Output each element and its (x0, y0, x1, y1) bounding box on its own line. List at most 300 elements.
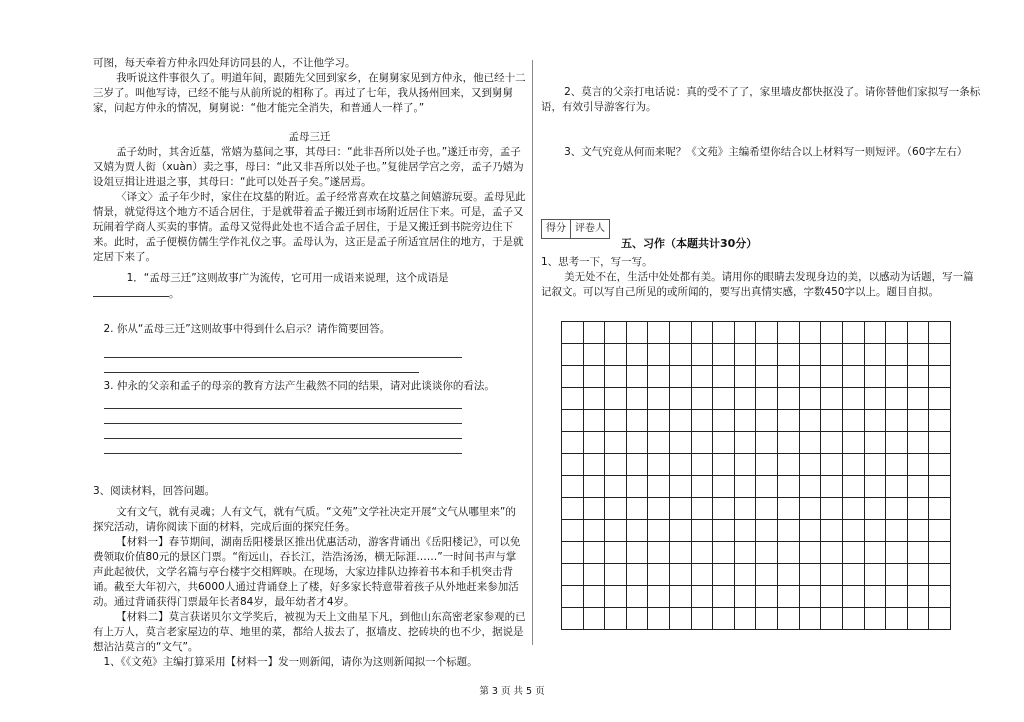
grid-cell[interactable] (670, 454, 692, 475)
grid-cell[interactable] (584, 520, 606, 541)
grid-cell[interactable] (670, 586, 692, 607)
grid-cell[interactable] (735, 608, 757, 629)
answer-blank[interactable] (93, 286, 169, 297)
grid-cell[interactable] (778, 608, 800, 629)
grid-cell[interactable] (886, 608, 908, 629)
grid-cell[interactable] (735, 432, 757, 453)
grid-cell[interactable] (908, 498, 930, 519)
grid-cell[interactable] (670, 432, 692, 453)
grid-cell[interactable] (584, 388, 606, 409)
grid-cell[interactable] (648, 432, 670, 453)
grid-cell[interactable] (605, 608, 627, 629)
grid-cell[interactable] (778, 564, 800, 585)
grid-cell[interactable] (627, 344, 649, 365)
grid-cell[interactable] (821, 410, 843, 431)
grid-cell[interactable] (735, 410, 757, 431)
grid-cell[interactable] (865, 344, 887, 365)
grid-cell[interactable] (908, 366, 930, 387)
grid-cell[interactable] (886, 454, 908, 475)
grid-cell[interactable] (562, 608, 584, 629)
grid-cell[interactable] (735, 542, 757, 563)
grid-cell[interactable] (562, 388, 584, 409)
column-divider (532, 60, 533, 645)
grid-cell[interactable] (800, 608, 822, 629)
grid-cell[interactable] (843, 520, 865, 541)
grid-cell[interactable] (908, 520, 930, 541)
question-headline: 1、《《文苑》主编打算采用【材料一】发一则新闻，请你为这则新闻拟一个标题。 (103, 656, 478, 668)
grid-cell[interactable] (627, 476, 649, 497)
grid-cell[interactable] (843, 454, 865, 475)
grid-cell[interactable] (908, 476, 930, 497)
grid-cell[interactable] (756, 498, 778, 519)
grid-cell[interactable] (584, 564, 606, 585)
grid-cell[interactable] (865, 564, 887, 585)
grid-cell[interactable] (843, 476, 865, 497)
grid-cell[interactable] (843, 564, 865, 585)
grid-cell[interactable] (929, 322, 950, 343)
grid-row (562, 410, 950, 432)
grid-row (562, 454, 950, 475)
grid-cell[interactable] (584, 476, 606, 497)
grid-cell[interactable] (648, 608, 670, 629)
grid-cell[interactable] (886, 564, 908, 585)
grid-cell[interactable] (605, 366, 627, 387)
grid-cell[interactable] (735, 476, 757, 497)
grid-cell[interactable] (692, 476, 714, 497)
grid-cell[interactable] (908, 322, 930, 343)
grid-cell[interactable] (605, 542, 627, 563)
writing-grid-upper[interactable] (561, 321, 951, 476)
grid-cell[interactable] (929, 410, 950, 431)
score-label: 得分 (542, 220, 571, 238)
passage-original: 孟子幼时，其舍近墓，常嬉为墓间之事，其母曰：“此非吾所以处子也。”遂迁市旁，孟子又嬉为贾人衒（xuàn）卖之事，母曰：“此又非吾所以处子也。”复徙居学宫之旁，孟子乃嬉为设俎豆揖让进退之事，其母曰：“此可以处吾子矣。”遂居焉。 (93, 146, 524, 188)
grid-cell[interactable] (605, 586, 627, 607)
grid-cell[interactable] (670, 542, 692, 563)
grid-cell[interactable] (865, 586, 887, 607)
grid-cell[interactable] (584, 432, 606, 453)
grid-cell[interactable] (584, 586, 606, 607)
grid-cell[interactable] (929, 542, 950, 563)
grid-cell[interactable] (756, 564, 778, 585)
grid-cell[interactable] (821, 564, 843, 585)
grid-cell[interactable] (843, 432, 865, 453)
grid-cell[interactable] (605, 410, 627, 431)
grid-cell[interactable] (648, 476, 670, 497)
grid-cell[interactable] (648, 564, 670, 585)
grid-cell[interactable] (908, 454, 930, 475)
grid-cell[interactable] (692, 520, 714, 541)
grid-cell[interactable] (908, 542, 930, 563)
grid-cell[interactable] (670, 498, 692, 519)
grid-cell[interactable] (886, 322, 908, 343)
grid-cell[interactable] (778, 520, 800, 541)
grid-cell[interactable] (713, 586, 735, 607)
grid-cell[interactable] (800, 542, 822, 563)
grid-cell[interactable] (843, 498, 865, 519)
grid-cell[interactable] (584, 344, 606, 365)
grid-cell[interactable] (713, 410, 735, 431)
grid-cell[interactable] (756, 410, 778, 431)
grid-cell[interactable] (800, 454, 822, 475)
grid-cell[interactable] (670, 366, 692, 387)
grid-cell[interactable] (821, 454, 843, 475)
grid-cell[interactable] (821, 388, 843, 409)
answer-lines-q2 (93, 343, 526, 373)
grid-cell[interactable] (800, 432, 822, 453)
grid-cell[interactable] (670, 520, 692, 541)
grid-cell[interactable] (908, 410, 930, 431)
grid-cell[interactable] (735, 322, 757, 343)
grid-cell[interactable] (713, 454, 735, 475)
grid-cell[interactable] (605, 564, 627, 585)
grid-cell[interactable] (778, 432, 800, 453)
grid-cell[interactable] (865, 608, 887, 629)
grid-cell[interactable] (756, 366, 778, 387)
grid-cell[interactable] (605, 344, 627, 365)
section-reading-title: 3、阅读材料，回答问题。 (93, 485, 216, 497)
grid-cell[interactable] (735, 564, 757, 585)
grid-cell[interactable] (886, 520, 908, 541)
grid-cell[interactable] (800, 476, 822, 497)
grid-cell[interactable] (627, 608, 649, 629)
paragraph-material-two: 【材料二】莫言获诺贝尔文学奖后，被视为天上文曲星下凡，到他山东高密老家参观的已有上万人，莫言老家屋边的草、地里的菜，都给人拔去了，抠墙皮、挖砖块的也不少，据说是想沾沾莫言的“文气”。 (93, 611, 526, 653)
grid-cell[interactable] (627, 322, 649, 343)
grid-cell[interactable] (800, 564, 822, 585)
answer-line[interactable] (104, 394, 462, 409)
grid-cell[interactable] (648, 498, 670, 519)
grid-cell[interactable] (713, 432, 735, 453)
grid-cell[interactable] (756, 586, 778, 607)
passage-title: 孟母三迁 (288, 131, 331, 143)
grid-row (562, 586, 950, 608)
grid-cell[interactable] (778, 454, 800, 475)
grid-cell[interactable] (713, 498, 735, 519)
grid-cell[interactable] (908, 344, 930, 365)
writing-topic: 美无处不在，生活中处处都有美。请用你的眼睛去发现身边的美，以感动为话题，写一篇记叙文。可以写自己所见的或所闻的，要写出真情实感，字数450字以上。题目自拟。 (541, 271, 974, 298)
grid-cell[interactable] (821, 322, 843, 343)
grid-cell[interactable] (908, 388, 930, 409)
grid-cell[interactable] (756, 322, 778, 343)
grid-cell[interactable] (584, 608, 606, 629)
answer-line[interactable] (104, 358, 419, 373)
grid-cell[interactable] (713, 608, 735, 629)
answer-line[interactable] (104, 343, 462, 358)
answer-lines-q3 (93, 394, 526, 454)
grid-cell[interactable] (670, 410, 692, 431)
grid-cell[interactable] (800, 586, 822, 607)
grid-cell[interactable] (843, 410, 865, 431)
grid-row (562, 344, 950, 366)
grid-cell[interactable] (713, 366, 735, 387)
grid-cell[interactable] (821, 432, 843, 453)
grid-cell[interactable] (627, 564, 649, 585)
question-commentary: 3、文气究竟从何而来呢？《文苑》主编希望你结合以上材料写一则短评。（60字左右） (564, 146, 968, 158)
grid-cell[interactable] (692, 498, 714, 519)
grid-cell[interactable] (821, 498, 843, 519)
grid-cell[interactable] (605, 476, 627, 497)
grid-cell[interactable] (605, 322, 627, 343)
grid-cell[interactable] (778, 388, 800, 409)
grader-label: 评卷人 (575, 223, 605, 234)
grid-cell[interactable] (821, 586, 843, 607)
grid-cell[interactable] (800, 366, 822, 387)
grid-cell[interactable] (886, 410, 908, 431)
grid-cell[interactable] (648, 542, 670, 563)
grid-cell[interactable] (605, 388, 627, 409)
grid-cell[interactable] (865, 410, 887, 431)
grid-cell[interactable] (627, 454, 649, 475)
grid-cell[interactable] (584, 366, 606, 387)
grid-cell[interactable] (735, 366, 757, 387)
grid-cell[interactable] (713, 344, 735, 365)
question-inspiration: 2. 你从“孟母三迁”这则故事中得到什么启示？请作简要回答。 (103, 323, 391, 335)
question-slogan: 2、莫言的父亲打电话说：真的受不了了，家里墙皮都快抠没了。请你替他们家拟写一条标语，有效引导游客行为。 (541, 86, 981, 113)
grid-cell[interactable] (670, 388, 692, 409)
grid-cell[interactable] (886, 476, 908, 497)
grid-cell[interactable] (778, 366, 800, 387)
grid-cell[interactable] (584, 542, 606, 563)
grid-cell[interactable] (865, 520, 887, 541)
writing-instruction: 1、思考一下，写一写。 (541, 256, 653, 268)
grid-cell[interactable] (670, 608, 692, 629)
grid-cell[interactable] (692, 542, 714, 563)
grid-cell[interactable] (821, 344, 843, 365)
grid-cell[interactable] (605, 454, 627, 475)
grid-cell[interactable] (692, 366, 714, 387)
paragraph-fangzhongyong-end: 可图，每天牵着方仲永四处拜访同县的人，不让他学习。 (93, 57, 356, 69)
grid-cell[interactable] (843, 322, 865, 343)
grid-cell[interactable] (735, 498, 757, 519)
grid-cell[interactable] (713, 520, 735, 541)
grid-cell[interactable] (886, 388, 908, 409)
grid-cell[interactable] (584, 410, 606, 431)
grid-cell[interactable] (886, 542, 908, 563)
grid-cell[interactable] (800, 520, 822, 541)
grid-cell[interactable] (778, 586, 800, 607)
grid-cell[interactable] (756, 454, 778, 475)
grid-row (562, 322, 950, 344)
grid-cell[interactable] (713, 476, 735, 497)
grid-cell[interactable] (627, 498, 649, 519)
left-column (93, 56, 526, 670)
grid-cell[interactable] (648, 586, 670, 607)
score-table (541, 219, 610, 239)
grid-row (562, 498, 950, 520)
grid-cell[interactable] (886, 586, 908, 607)
grid-cell[interactable] (648, 410, 670, 431)
grid-cell[interactable] (562, 322, 584, 343)
grid-cell[interactable] (756, 344, 778, 365)
grid-cell[interactable] (886, 344, 908, 365)
grid-cell[interactable] (713, 322, 735, 343)
grid-cell[interactable] (648, 322, 670, 343)
question-education: 3. 仲永的父亲和孟子的母亲的教育方法产生截然不同的结果，请对此谈谈你的看法。 (103, 380, 495, 392)
grid-cell[interactable] (821, 476, 843, 497)
grid-cell[interactable] (908, 564, 930, 585)
paragraph-wenqi: 文有文气，就有灵魂；人有文气，就有气质。“文苑”文学社决定开展“文气从哪里来”的探究活动，请你阅读下面的材料，完成后面的探究任务。 (93, 506, 516, 533)
grid-cell[interactable] (562, 454, 584, 475)
writing-grid-lower[interactable] (561, 475, 951, 630)
grid-cell[interactable] (670, 344, 692, 365)
grid-cell[interactable] (843, 388, 865, 409)
grid-row (562, 564, 950, 586)
grid-cell[interactable] (843, 586, 865, 607)
right-column (541, 85, 981, 160)
grid-cell[interactable] (821, 608, 843, 629)
passage-translation: 〈译文〉孟子年少时，家住在坟墓的附近。孟子经常喜欢在坟墓之间嬉游玩耍。孟母见此情景，就觉得这个地方不适合居住，于是就带着孟子搬迁到市场附近居住下来。可是，孟子又玩闹着学商人买卖的事情。孟母又觉得此处也不适合孟子居住，于是又搬迁到书院旁边住下来。此时，孟子便模仿儒生学作礼仪之事。孟母认为，这正是孟子所适宜居住的地方，于是就定居下来了。 (93, 191, 526, 263)
grid-cell[interactable] (562, 366, 584, 387)
grid-cell[interactable] (778, 542, 800, 563)
grid-cell[interactable] (627, 586, 649, 607)
grid-cell[interactable] (800, 498, 822, 519)
grid-cell[interactable] (800, 344, 822, 365)
grid-cell[interactable] (865, 498, 887, 519)
grid-cell[interactable] (713, 388, 735, 409)
grid-cell[interactable] (648, 388, 670, 409)
grid-cell[interactable] (735, 388, 757, 409)
answer-line[interactable] (104, 424, 462, 439)
grid-cell[interactable] (692, 432, 714, 453)
grid-cell[interactable] (648, 366, 670, 387)
grid-cell[interactable] (605, 498, 627, 519)
grid-cell[interactable] (929, 476, 950, 497)
grid-cell[interactable] (778, 498, 800, 519)
grid-cell[interactable] (865, 476, 887, 497)
writing-prompt (541, 255, 981, 300)
grid-cell[interactable] (735, 454, 757, 475)
grid-cell[interactable] (929, 608, 950, 629)
grid-cell[interactable] (713, 542, 735, 563)
grid-cell[interactable] (865, 388, 887, 409)
grid-cell[interactable] (865, 542, 887, 563)
grid-cell[interactable] (562, 564, 584, 585)
grid-cell[interactable] (584, 454, 606, 475)
grid-cell[interactable] (627, 542, 649, 563)
grid-cell[interactable] (692, 388, 714, 409)
grid-cell[interactable] (821, 542, 843, 563)
grid-cell[interactable] (692, 344, 714, 365)
grid-cell[interactable] (843, 366, 865, 387)
answer-line[interactable] (104, 439, 462, 454)
grid-cell[interactable] (908, 586, 930, 607)
grid-cell[interactable] (562, 344, 584, 365)
grid-cell[interactable] (692, 454, 714, 475)
grid-cell[interactable] (843, 344, 865, 365)
grid-cell[interactable] (865, 454, 887, 475)
grid-cell[interactable] (756, 476, 778, 497)
grid-cell[interactable] (865, 366, 887, 387)
grid-cell[interactable] (886, 498, 908, 519)
grid-cell[interactable] (562, 498, 584, 519)
grid-cell[interactable] (562, 542, 584, 563)
page-number: 第 3 页 共 5 页 (479, 686, 545, 697)
grid-row (562, 432, 950, 454)
grid-cell[interactable] (584, 498, 606, 519)
grid-cell[interactable] (670, 476, 692, 497)
grid-cell[interactable] (756, 542, 778, 563)
grid-cell[interactable] (843, 542, 865, 563)
grid-cell[interactable] (778, 344, 800, 365)
question-idiom: 1．“孟母三迁”这则故事广为流传，它可用一成语来说理，这个成语是 。 (93, 271, 526, 302)
grid-cell[interactable] (929, 520, 950, 541)
grid-cell[interactable] (692, 410, 714, 431)
grid-cell[interactable] (908, 432, 930, 453)
grid-cell[interactable] (865, 322, 887, 343)
grid-cell[interactable] (670, 322, 692, 343)
grid-cell[interactable] (648, 454, 670, 475)
grid-cell[interactable] (735, 344, 757, 365)
grid-cell[interactable] (713, 564, 735, 585)
grid-cell[interactable] (692, 608, 714, 629)
grid-cell[interactable] (756, 520, 778, 541)
grid-cell[interactable] (929, 454, 950, 475)
grid-cell[interactable] (778, 322, 800, 343)
grid-cell[interactable] (800, 322, 822, 343)
grid-cell[interactable] (648, 520, 670, 541)
grid-cell[interactable] (756, 432, 778, 453)
grid-cell[interactable] (886, 366, 908, 387)
grid-row (562, 608, 950, 629)
grid-cell[interactable] (627, 410, 649, 431)
grid-cell[interactable] (778, 410, 800, 431)
grid-cell[interactable] (692, 564, 714, 585)
grid-cell[interactable] (756, 608, 778, 629)
grid-cell[interactable] (627, 388, 649, 409)
grid-cell[interactable] (821, 366, 843, 387)
grid-cell[interactable] (886, 432, 908, 453)
grid-cell[interactable] (865, 432, 887, 453)
grid-cell[interactable] (627, 366, 649, 387)
grid-cell[interactable] (627, 432, 649, 453)
grid-cell[interactable] (929, 564, 950, 585)
paragraph-material-one: 【材料一】春节期间，湖南岳阳楼景区推出优惠活动，游客背诵出《岳阳楼记》，可以免费领取价值80元的景区门票。“衔远山，吞长江，浩浩汤汤，横无际涯……”一时间书声与掌声此起彼伏，文学名篇与亭台楼宇交相辉映。在现场，大家边排队边捧着书本和手机突击背诵。截至大年初六，共6000人通过背诵登上了楼，好多家长特意带着孩子从外地赶来参加活动。通过背诵获得门票最年长者84岁，最年幼者才4岁。 (93, 536, 521, 608)
grid-cell[interactable] (735, 520, 757, 541)
grid-cell[interactable] (756, 388, 778, 409)
grid-cell[interactable] (821, 520, 843, 541)
grid-cell[interactable] (670, 564, 692, 585)
grid-cell[interactable] (843, 608, 865, 629)
grid-cell[interactable] (692, 322, 714, 343)
grid-cell[interactable] (627, 520, 649, 541)
paragraph-fangzhongyong-later: 我听说这件事很久了。明道年间，跟随先父回到家乡，在舅舅家见到方仲永，他已经十二三岁了。叫他写诗，已经不能与从前所说的相称了。再过了七年，我从扬州回来，又到舅舅家，问起方仲永的情况，舅舅说：“他才能完全消失，和普通人一样了。” (93, 72, 526, 114)
grid-cell[interactable] (605, 520, 627, 541)
grid-cell[interactable] (692, 586, 714, 607)
grid-cell[interactable] (735, 586, 757, 607)
grid-cell[interactable] (778, 476, 800, 497)
grid-cell[interactable] (800, 388, 822, 409)
grid-cell[interactable] (605, 432, 627, 453)
grid-cell[interactable] (562, 410, 584, 431)
grid-cell[interactable] (908, 608, 930, 629)
grid-cell[interactable] (584, 322, 606, 343)
grid-cell[interactable] (800, 410, 822, 431)
grid-row (562, 366, 950, 388)
grid-cell[interactable] (929, 388, 950, 409)
grid-cell[interactable] (929, 366, 950, 387)
grid-cell[interactable] (562, 586, 584, 607)
section-writing-title: 五、习作（本题共计30分） (621, 237, 758, 250)
grid-cell[interactable] (562, 476, 584, 497)
grid-cell[interactable] (929, 498, 950, 519)
grid-cell[interactable] (929, 432, 950, 453)
grid-row (562, 520, 950, 542)
grid-cell[interactable] (562, 432, 584, 453)
grid-cell[interactable] (929, 344, 950, 365)
grid-cell[interactable] (929, 586, 950, 607)
grid-cell[interactable] (648, 344, 670, 365)
grid-cell[interactable] (562, 520, 584, 541)
answer-line[interactable] (104, 409, 462, 424)
